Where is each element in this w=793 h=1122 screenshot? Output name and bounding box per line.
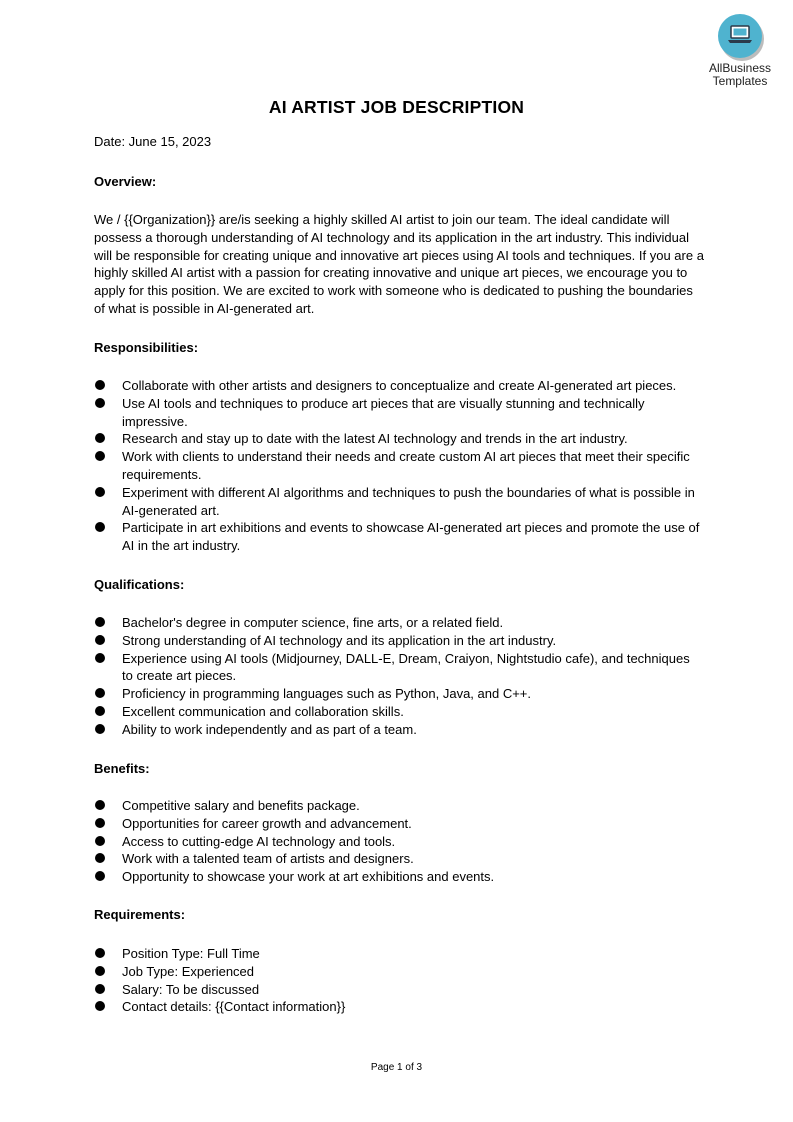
- list-item: [94, 685, 704, 703]
- bullet-icon: [95, 853, 105, 863]
- bullet-icon: [95, 818, 105, 828]
- bullet-icon: [95, 966, 105, 976]
- bullet-icon: [95, 380, 105, 390]
- list-item: [94, 377, 704, 395]
- list-item: [94, 519, 704, 555]
- list-item-text: Proficiency in programming languages such as Python, Java, and C++.: [122, 686, 532, 702]
- bullet-icon: [95, 800, 105, 810]
- list-item: [94, 868, 704, 886]
- list-item-text: Contact details: {{Contact information}}: [122, 999, 346, 1015]
- benefits-heading: Benefits:: [94, 761, 150, 776]
- list-item: [94, 430, 704, 448]
- bullet-icon: [95, 451, 105, 461]
- bullet-icon: [95, 984, 105, 994]
- bullet-icon: [95, 724, 105, 734]
- list-item-text: Job Type: Experienced: [122, 963, 255, 979]
- list-item-text: Work with clients to understand their needs and create custom AI art pieces that meet their specific requirements.: [122, 449, 690, 482]
- bullet-icon: [95, 871, 105, 881]
- list-item: [94, 963, 704, 981]
- logo-text-line1: AllBusiness: [708, 61, 772, 75]
- list-item: [94, 614, 704, 632]
- list-item-text: Experiment with different AI algorithms and techniques to push the boundaries of what is possible in AI-generated art.: [122, 484, 695, 518]
- bullet-icon: [95, 688, 105, 698]
- list-item: [94, 448, 704, 484]
- bullet-icon: [95, 617, 105, 627]
- list-item-text: Experience using AI tools (Midjourney, DALL-E, Dream, Craiyon, Nightstudio cafe), and techniques to create art pieces.: [122, 650, 690, 684]
- list-item: [94, 998, 704, 1016]
- bullet-icon: [95, 706, 105, 716]
- bullet-icon: [95, 653, 105, 663]
- requirements-heading: Requirements:: [94, 907, 186, 922]
- list-item-text: Salary: To be discussed: [122, 981, 260, 997]
- list-item: [94, 703, 704, 721]
- benefits-list: [94, 797, 704, 886]
- list-item-text: Participate in art exhibitions and events to showcase AI-generated art pieces and promote the use of AI in the art industry.: [122, 520, 700, 554]
- list-item-text: Collaborate with other artists and designers to conceptualize and create AI-generated art pieces.: [122, 378, 677, 393]
- page-number: Page 1 of 3: [370, 1062, 423, 1073]
- logo-text-line2: Templates: [712, 74, 768, 88]
- list-item: [94, 850, 704, 868]
- bullet-icon: [95, 635, 105, 645]
- list-item-text: Competitive salary and benefits package.: [122, 798, 360, 813]
- list-item-text: Work with a talented team of artists and designers.: [122, 851, 414, 867]
- list-item: [94, 721, 704, 739]
- bullet-icon: [95, 398, 105, 408]
- overview-heading: Overview:: [94, 174, 157, 189]
- bullet-icon: [95, 836, 105, 846]
- list-item-text: Ability to work independently and as part of a team.: [122, 721, 417, 737]
- responsibilities-heading: Responsibilities:: [94, 340, 199, 355]
- laptop-icon: [718, 14, 762, 58]
- list-item: [94, 945, 704, 963]
- responsibilities-list: [94, 377, 704, 555]
- list-item-text: Strong understanding of AI technology and its application in the art industry.: [122, 632, 557, 648]
- list-item: [94, 395, 704, 431]
- list-item-text: Bachelor's degree in computer science, fine arts, or a related field.: [122, 615, 504, 630]
- list-item-text: Excellent communication and collaboration skills.: [122, 703, 404, 719]
- list-item-text: Use AI tools and techniques to produce art pieces that are visually stunning and technically impressive.: [122, 395, 645, 429]
- qualifications-list: [94, 614, 704, 739]
- list-item: [94, 833, 704, 851]
- list-item-text: Opportunities for career growth and advancement.: [122, 815, 412, 831]
- list-item: [94, 484, 704, 520]
- list-item-text: Opportunity to showcase your work at art exhibitions and events.: [122, 869, 495, 885]
- document-title: AI ARTIST JOB DESCRIPTION: [268, 97, 525, 117]
- bullet-icon: [95, 522, 105, 532]
- bullet-icon: [95, 487, 105, 497]
- list-item: [94, 815, 704, 833]
- allbusiness-templates-logo: [704, 14, 776, 88]
- overview-paragraph: We / {{Organization}} are/is seeking a highly skilled AI artist to join our team. The ideal candidate will possess a thorough understanding of AI technology and its application in the art industry. This individual will be responsible for creating unique and innovative art pieces using AI tools and techniques. If you are a highly skilled AI artist with a passion for creating innovative and unique art pieces, we encourage you to apply for this position. We are excited to work with someone who is dedicated to pushing the boundaries of what is possible in AI-generated art.: [94, 212, 704, 316]
- qualifications-heading: Qualifications:: [94, 577, 185, 592]
- bullet-icon: [95, 1001, 105, 1011]
- date-line: Date: June 15, 2023: [94, 134, 212, 149]
- requirements-list: [94, 945, 704, 1016]
- list-item: [94, 981, 704, 999]
- bullet-icon: [95, 433, 105, 443]
- list-item-text: Research and stay up to date with the latest AI technology and trends in the art industry.: [122, 431, 628, 447]
- list-item: [94, 650, 704, 686]
- list-item: [94, 797, 704, 815]
- list-item-text: Position Type: Full Time: [122, 946, 260, 961]
- list-item: [94, 632, 704, 650]
- list-item-text: Access to cutting-edge AI technology and tools.: [122, 833, 396, 849]
- bullet-icon: [95, 948, 105, 958]
